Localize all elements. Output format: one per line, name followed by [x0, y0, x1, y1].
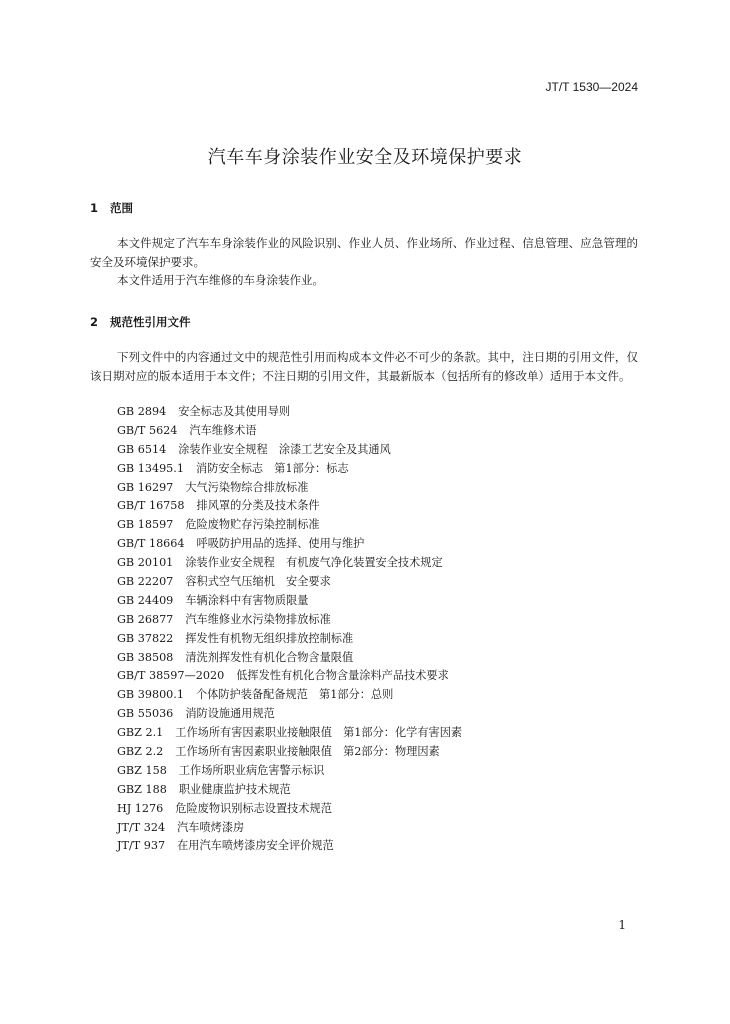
reference-code: GB/T 16758	[117, 499, 185, 513]
reference-item	[117, 781, 462, 800]
reference-item	[117, 441, 462, 460]
reference-item	[117, 497, 462, 516]
reference-code: GB 18597	[117, 518, 174, 532]
reference-code: GB 20101	[117, 556, 174, 570]
section-number: 2	[90, 315, 99, 329]
reference-code: GB/T 18664	[117, 537, 185, 551]
reference-title: 工作场所有害因素职业接触限值 第1部分：化学有害因素	[175, 726, 463, 740]
reference-title: 排风罩的分类及技术条件	[196, 499, 320, 513]
section-title: 规范性引用文件	[110, 315, 191, 329]
reference-code: JT/T 324	[117, 820, 166, 834]
reference-title: 安全标志及其使用导则	[178, 405, 291, 418]
reference-title: 在用汽车喷烤漆房安全评价规范	[177, 839, 334, 853]
reference-item	[117, 667, 462, 686]
reference-title: 危险废物贮存污染控制标准	[185, 518, 320, 532]
reference-item	[117, 460, 462, 479]
section-heading-scope	[90, 200, 133, 216]
reference-code: GB/T 38597—2020	[117, 669, 225, 683]
reference-item	[117, 743, 462, 762]
reference-item	[117, 535, 462, 554]
scope-paragraph: 本文件规定了汽车车身涂装作业的风险识别、作业人员、作业场所、作业过程、信息管理、应急管理的安全及环境保护要求。	[90, 236, 638, 269]
section-number: 1	[90, 201, 99, 215]
reference-code: GB 2894	[117, 405, 167, 418]
reference-title: 工作场所职业病危害警示标识	[178, 763, 325, 777]
reference-code: GB 55036	[117, 707, 174, 721]
standard-code: JT/T 1530—2024	[545, 80, 638, 94]
reference-title: 容积式空气压缩机 安全要求	[185, 575, 331, 589]
reference-title: 汽车喷烤漆房	[177, 820, 245, 834]
reference-code: GB 22207	[117, 575, 174, 589]
reference-list	[117, 403, 462, 856]
reference-code: GBZ 2.1	[117, 726, 164, 740]
reference-code: GB 6514	[117, 442, 167, 456]
reference-title: 挥发性有机物无组织排放控制标准	[185, 631, 354, 645]
scope-applicability-paragraph: 本文件适用于汽车维修的车身涂装作业。	[117, 273, 324, 287]
reference-title: 呼吸防护用品的选择、使用与维护	[196, 537, 365, 551]
reference-item	[117, 686, 462, 705]
reference-code: GB 37822	[117, 631, 174, 645]
reference-code: GB/T 5624	[117, 423, 178, 437]
reference-title: 消防设施通用规范	[185, 707, 275, 721]
reference-code: GB 38508	[117, 650, 174, 664]
reference-title: 汽车维修术语	[189, 423, 257, 437]
reference-code: GB 13495.1	[117, 461, 184, 475]
reference-title: 涂装作业安全规程 有机废气净化装置安全技术规定	[185, 556, 443, 570]
reference-item	[117, 592, 462, 611]
reference-title: 涂装作业安全规程 涂漆工艺安全及其通风	[178, 442, 391, 456]
reference-title: 低挥发性有机化合物含量涂料产品技术要求	[236, 669, 449, 683]
reference-item	[117, 422, 462, 441]
page-number: 1	[618, 918, 626, 932]
reference-item	[117, 837, 462, 856]
reference-item	[117, 649, 462, 668]
document-title: 汽车车身涂装作业安全及环境保护要求	[207, 147, 523, 168]
reference-code: JT/T 937	[117, 839, 166, 853]
reference-code: GB 16297	[117, 480, 174, 494]
reference-item	[117, 819, 462, 838]
reference-item	[117, 630, 462, 649]
references-intro-paragraph: 下列文件中的内容通过文中的规范性引用而构成本文件必不可少的条款。其中，注日期的引用文件，仅该日期对应的版本适用于本文件；不注日期的引用文件，其最新版本（包括所有的修改单）适用于本文件。	[90, 350, 638, 383]
reference-item	[117, 800, 462, 819]
reference-title: 大气污染物综合排放标准	[185, 480, 309, 494]
reference-title: 车辆涂料中有害物质限量	[185, 593, 309, 607]
reference-item	[117, 724, 462, 743]
reference-item	[117, 762, 462, 781]
reference-title: 危险废物识别标志设置技术规范	[175, 801, 332, 815]
reference-code: HJ 1276	[117, 801, 164, 815]
reference-title: 消防安全标志 第1部分：标志	[195, 461, 349, 475]
reference-item	[117, 705, 462, 724]
reference-item	[117, 554, 462, 573]
reference-title: 汽车维修业水污染物排放标准	[185, 612, 331, 626]
reference-title: 清洗剂挥发性有机化合物含量限值	[185, 650, 354, 664]
reference-item	[117, 573, 462, 592]
reference-code: GB 39800.1	[117, 688, 184, 702]
reference-item	[117, 611, 462, 630]
reference-code: GB 26877	[117, 612, 174, 626]
reference-code: GBZ 158	[117, 763, 167, 777]
reference-code: GB 24409	[117, 593, 174, 607]
reference-item	[117, 516, 462, 535]
reference-code: GBZ 188	[117, 782, 167, 796]
section-title: 范围	[110, 201, 133, 215]
reference-title: 个体防护装备配备规范 第1部分：总则	[195, 688, 394, 702]
reference-title: 工作场所有害因素职业接触限值 第2部分：物理因素	[175, 745, 440, 759]
reference-item	[117, 479, 462, 498]
reference-code: GBZ 2.2	[117, 745, 164, 759]
reference-item	[117, 403, 462, 422]
section-heading-normative-references	[90, 314, 191, 330]
reference-title: 职业健康监护技术规范	[178, 782, 291, 796]
